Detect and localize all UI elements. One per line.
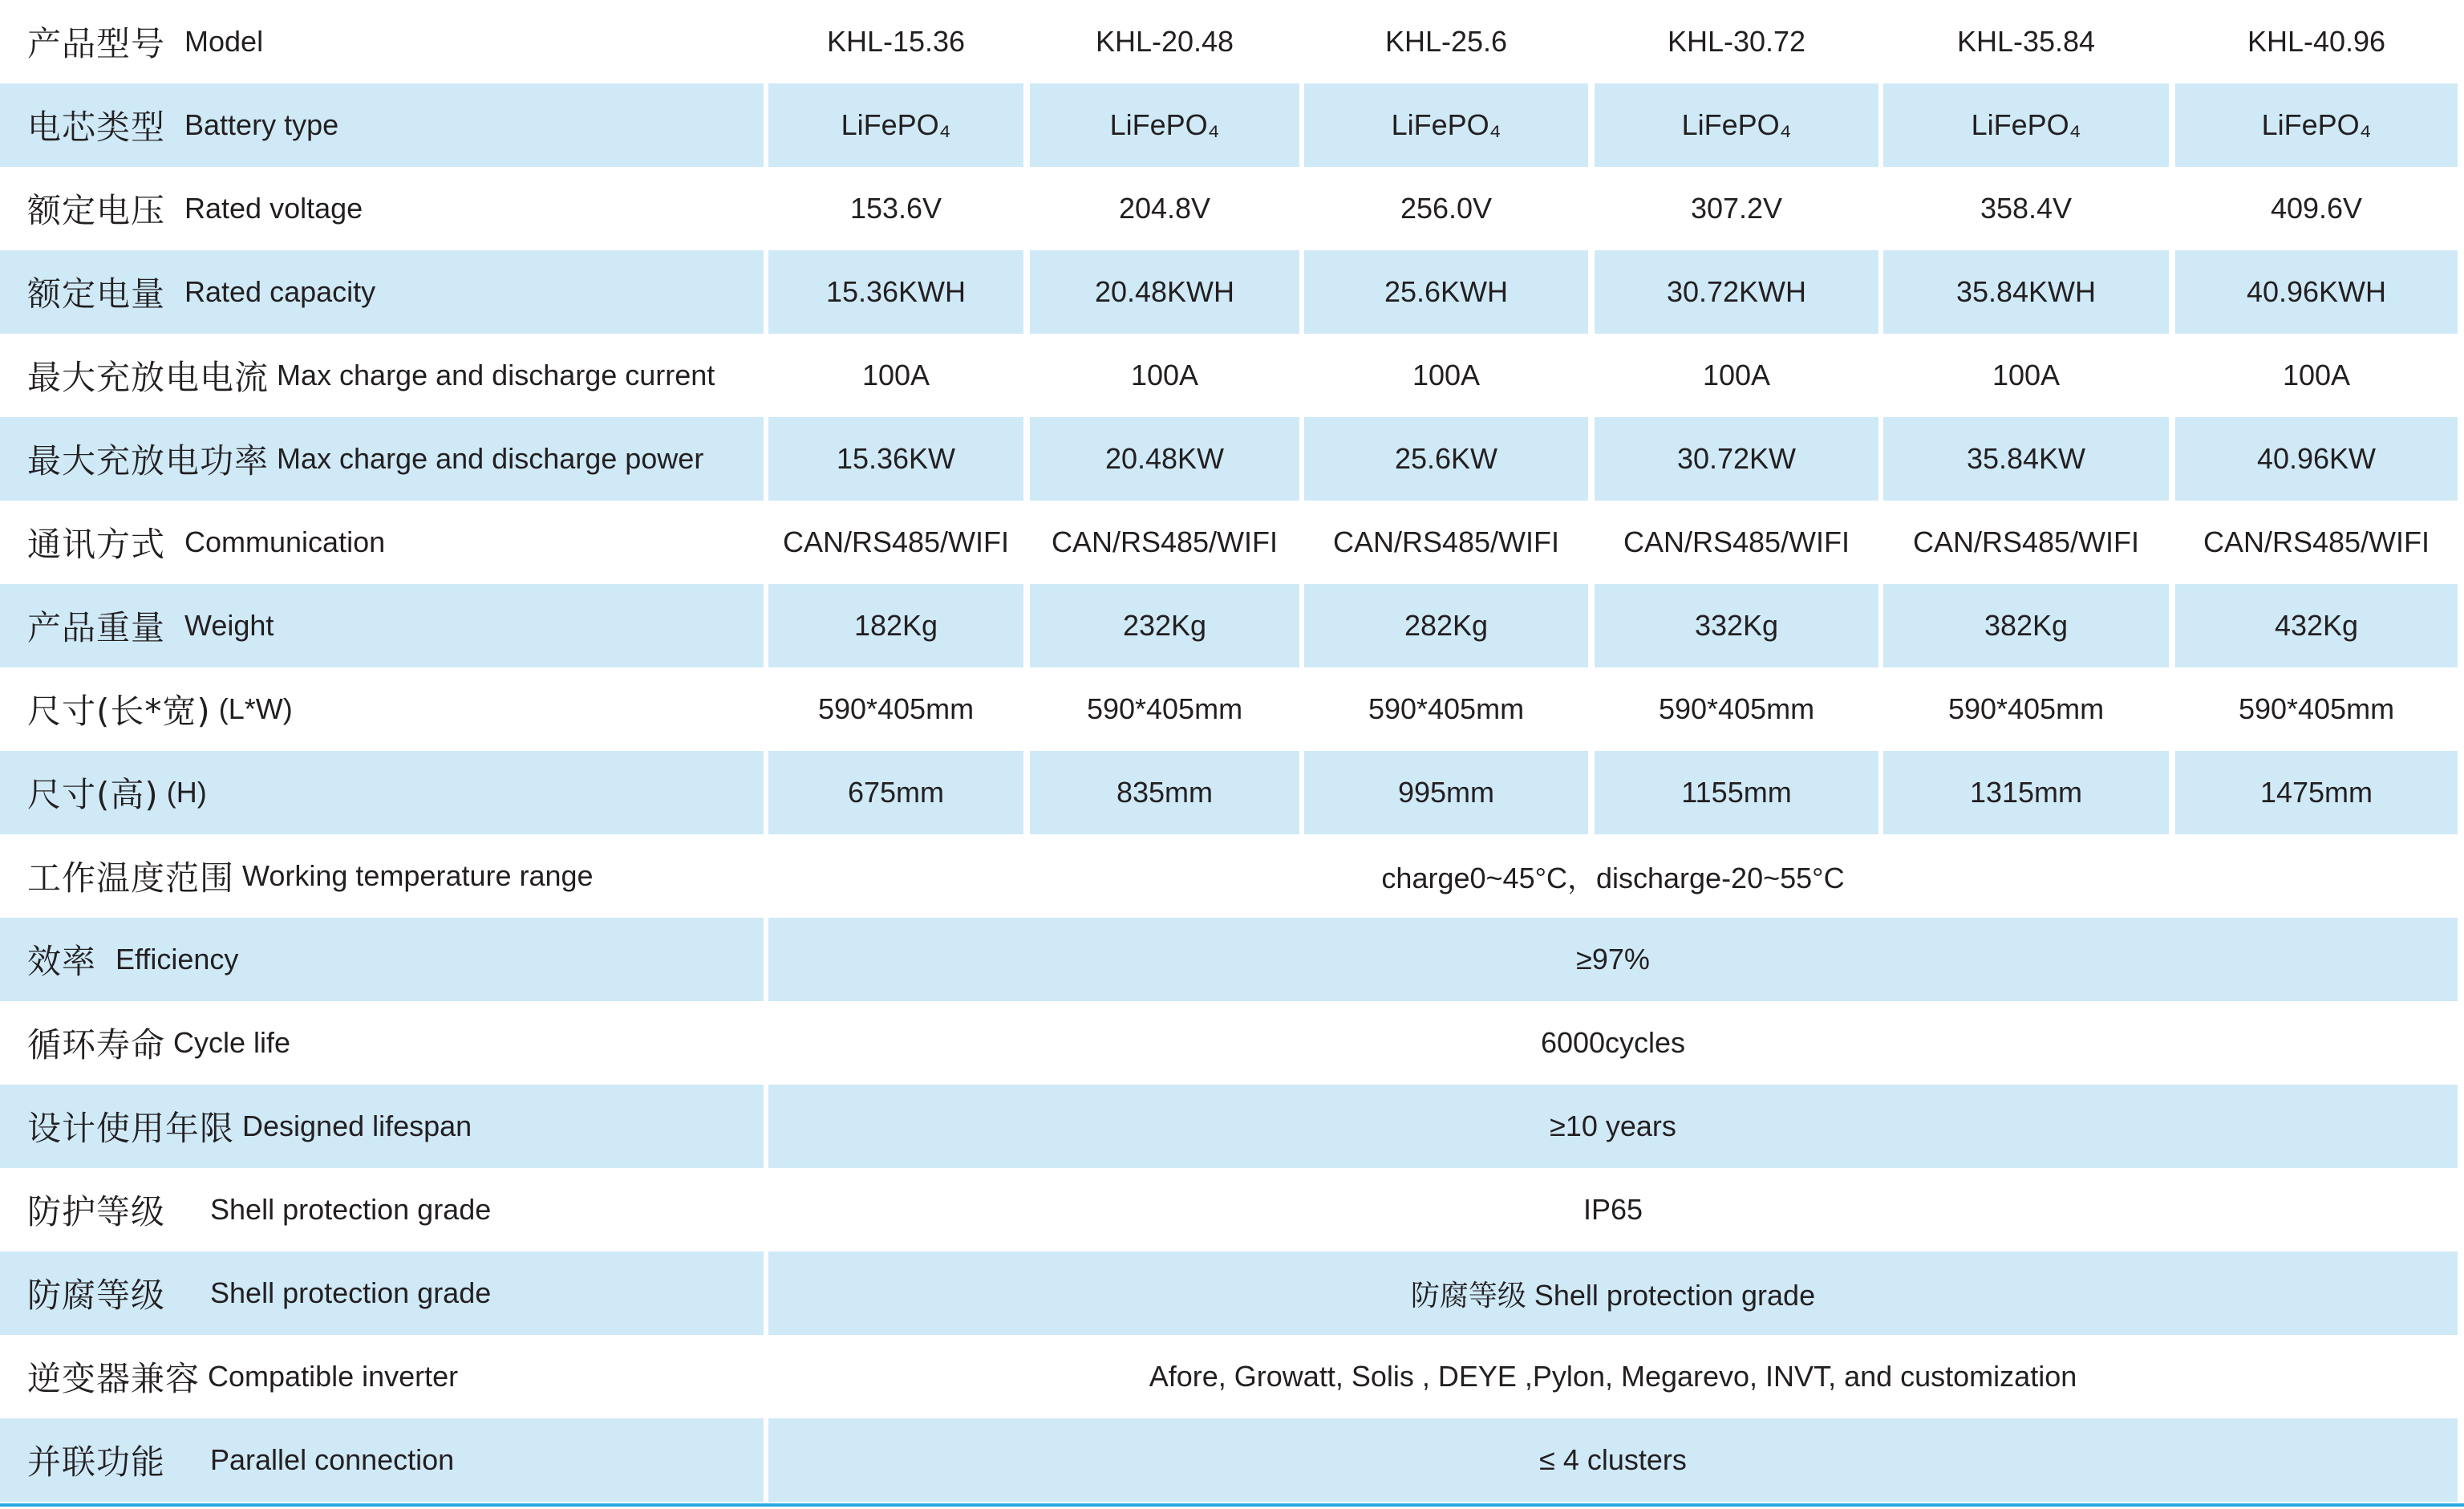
table-cell: KHL-40.96 xyxy=(2247,25,2386,58)
label-cn: 产品型号 xyxy=(27,24,166,63)
table-cell: 232Kg xyxy=(1030,584,1299,667)
table-cell: 256.0V xyxy=(1400,192,1493,225)
table-cell: 100A xyxy=(1412,359,1481,391)
table-row-rated-capacity xyxy=(0,250,2464,334)
table-row-efficiency xyxy=(0,918,2464,1001)
row-label xyxy=(0,1168,764,1251)
table-cell: 15.36KWH xyxy=(768,250,1023,334)
table-cell: 1155mm xyxy=(1595,751,1878,834)
label-en: Communication xyxy=(184,525,386,558)
table-cell: CAN/RS485/WIFI xyxy=(1912,525,2140,558)
table-cell: KHL-30.72 xyxy=(1667,25,1806,58)
label-en: Battery type xyxy=(184,108,339,141)
table-cell: KHL-25.6 xyxy=(1384,25,1508,58)
label-en: Shell protection grade xyxy=(210,1276,492,1309)
row-label xyxy=(0,83,764,167)
table-cell: 182Kg xyxy=(768,584,1023,667)
table-cell: 100A xyxy=(2282,359,2351,391)
row-label xyxy=(0,1001,764,1085)
table-cell: ≥10 years xyxy=(768,1085,2458,1168)
label-cn: 设计使用年限 xyxy=(27,1109,235,1148)
table-cell: KHL-20.48 xyxy=(1095,25,1234,58)
table-cell: 432Kg xyxy=(2175,584,2458,667)
table-cell: CAN/RS485/WIFI xyxy=(2203,525,2430,558)
table-cell: 590*405mm xyxy=(2238,692,2395,725)
row-label xyxy=(0,1335,764,1418)
table-cell: 590*405mm xyxy=(1368,692,1525,725)
table-cell: 25.6KWH xyxy=(1304,250,1588,334)
table-cell: charge0~45°C，discharge-20~55°C xyxy=(1381,861,1845,894)
row-label xyxy=(0,1251,764,1335)
label-en: Shell protection grade xyxy=(210,1193,492,1226)
table-cell: 153.6V xyxy=(849,192,942,225)
table-row-protection-grade xyxy=(0,1168,2464,1251)
row-label xyxy=(0,417,764,501)
table-row-compatible-inverter xyxy=(0,1335,2464,1418)
table-cell: ≥97% xyxy=(768,918,2458,1001)
label-cn: 并联功能 xyxy=(27,1442,166,1482)
label-en: Efficiency xyxy=(116,943,239,976)
table-cell: 100A xyxy=(1702,359,1771,391)
row-label xyxy=(0,918,764,1001)
label-en: Designed lifespan xyxy=(242,1109,472,1142)
label-en: Cycle life xyxy=(173,1026,291,1059)
table-row-max-current xyxy=(0,334,2464,417)
table-row-parallel-connection xyxy=(0,1418,2464,1502)
table-cell: LiFePO₄ xyxy=(1030,83,1299,167)
row-label xyxy=(0,1418,764,1502)
table-row-size-lw xyxy=(0,667,2464,751)
label-en: Max charge and discharge current xyxy=(277,359,715,391)
label-cn: 防护等级 xyxy=(27,1192,166,1231)
table-cell: 409.6V xyxy=(2270,192,2363,225)
table-cell: 675mm xyxy=(768,751,1023,834)
row-label xyxy=(0,584,764,667)
row-label xyxy=(0,751,764,834)
table-cell: 995mm xyxy=(1304,751,1588,834)
table-cell: 15.36KW xyxy=(768,417,1023,501)
table-cell: 590*405mm xyxy=(1658,692,1815,725)
label-en: Parallel connection xyxy=(210,1443,455,1476)
label-en: Compatible inverter xyxy=(208,1360,459,1393)
table-cell: 6000cycles xyxy=(1540,1026,1686,1059)
label-cn: 尺寸(高) xyxy=(27,775,159,814)
table-cell: 382Kg xyxy=(1883,584,2169,667)
table-cell: 590*405mm xyxy=(1086,692,1243,725)
row-label xyxy=(0,250,764,334)
table-cell: 35.84KWH xyxy=(1883,250,2169,334)
table-cell: LiFePO₄ xyxy=(1883,83,2169,167)
table-cell: 332Kg xyxy=(1595,584,1878,667)
table-cell: LiFePO₄ xyxy=(1304,83,1588,167)
label-cn: 额定电量 xyxy=(27,274,166,314)
table-cell: 30.72KWH xyxy=(1595,250,1878,334)
table-cell: KHL-35.84 xyxy=(1956,25,2096,58)
label-en: (L*W) xyxy=(218,692,293,725)
table-cell: LiFePO₄ xyxy=(2175,83,2458,167)
table-cell: 590*405mm xyxy=(817,692,975,725)
label-en: Working temperature range xyxy=(242,859,594,892)
table-cell: 1315mm xyxy=(1883,751,2169,834)
table-row-working-temperature xyxy=(0,834,2464,918)
row-label xyxy=(0,167,764,250)
label-cn: 产品重量 xyxy=(27,608,166,647)
table-cell: LiFePO₄ xyxy=(768,83,1023,167)
table-row-designed-lifespan xyxy=(0,1085,2464,1168)
table-cell: 282Kg xyxy=(1304,584,1588,667)
table-row-corrosion-grade xyxy=(0,1251,2464,1335)
table-cell: 835mm xyxy=(1030,751,1299,834)
table-cell: CAN/RS485/WIFI xyxy=(782,525,1010,558)
label-cn: 工作温度范围 xyxy=(27,858,235,898)
table-cell: KHL-15.36 xyxy=(826,25,966,58)
table-cell: 307.2V xyxy=(1690,192,1783,225)
table-row-rated-voltage xyxy=(0,167,2464,250)
row-label xyxy=(0,834,764,918)
table-cell: LiFePO₄ xyxy=(1595,83,1878,167)
table-cell: 40.96KWH xyxy=(2175,250,2458,334)
table-row-weight xyxy=(0,584,2464,667)
table-cell: 25.6KW xyxy=(1304,417,1588,501)
table-cell: 100A xyxy=(1130,359,1199,391)
label-cn: 额定电压 xyxy=(27,191,166,230)
table-cell: 35.84KW xyxy=(1883,417,2169,501)
table-cell: CAN/RS485/WIFI xyxy=(1332,525,1560,558)
row-label xyxy=(0,1085,764,1168)
label-en: Model xyxy=(184,25,264,58)
table-cell: Afore, Growatt, Solis , DEYE ,Pylon, Megarevo, INVT, and customization xyxy=(1149,1360,2077,1393)
table-cell: 40.96KW xyxy=(2175,417,2458,501)
label-en: Max charge and discharge power xyxy=(277,442,704,475)
label-en: Weight xyxy=(184,609,274,642)
table-cell: 20.48KW xyxy=(1030,417,1299,501)
table-cell: CAN/RS485/WIFI xyxy=(1623,525,1850,558)
label-en: Rated voltage xyxy=(184,192,363,225)
table-row-cycle-life xyxy=(0,1001,2464,1085)
label-cn: 效率 xyxy=(27,942,97,981)
table-cell: IP65 xyxy=(1583,1193,1643,1226)
row-label xyxy=(0,501,764,584)
label-en: Rated capacity xyxy=(184,275,376,308)
table-cell: 358.4V xyxy=(1980,192,2073,225)
table-cell: 590*405mm xyxy=(1947,692,2105,725)
row-label xyxy=(0,334,764,417)
table-row-max-power xyxy=(0,417,2464,501)
label-cn: 电芯类型 xyxy=(27,107,166,147)
table-row-communication xyxy=(0,501,2464,584)
table-cell: 204.8V xyxy=(1118,192,1211,225)
label-cn: 循环寿命 xyxy=(27,1025,166,1065)
label-en: (H) xyxy=(166,776,207,809)
table-row-model xyxy=(0,0,2464,83)
table-cell: ≤ 4 clusters xyxy=(768,1418,2458,1502)
table-cell: 30.72KW xyxy=(1595,417,1878,501)
label-cn: 尺寸(长*宽) xyxy=(27,692,211,731)
table-cell: 1475mm xyxy=(2175,751,2458,834)
table-cell: CAN/RS485/WIFI xyxy=(1051,525,1279,558)
label-cn: 通讯方式 xyxy=(27,525,166,564)
table-cell: 100A xyxy=(861,359,930,391)
label-cn: 最大充放电功率 xyxy=(27,441,270,481)
table-bottom-rule xyxy=(0,1503,2464,1507)
label-cn: 逆变器兼容 xyxy=(27,1359,201,1398)
table-cell: 防腐等级 Shell protection grade xyxy=(768,1251,2458,1335)
row-label xyxy=(0,0,764,83)
table-row-size-h xyxy=(0,751,2464,834)
label-cn: 最大充放电电流 xyxy=(27,358,270,397)
label-cn: 防腐等级 xyxy=(27,1276,166,1315)
table-row-battery-type xyxy=(0,83,2464,167)
table-cell: 20.48KWH xyxy=(1030,250,1299,334)
row-label xyxy=(0,667,764,751)
table-cell: 100A xyxy=(1992,359,2061,391)
